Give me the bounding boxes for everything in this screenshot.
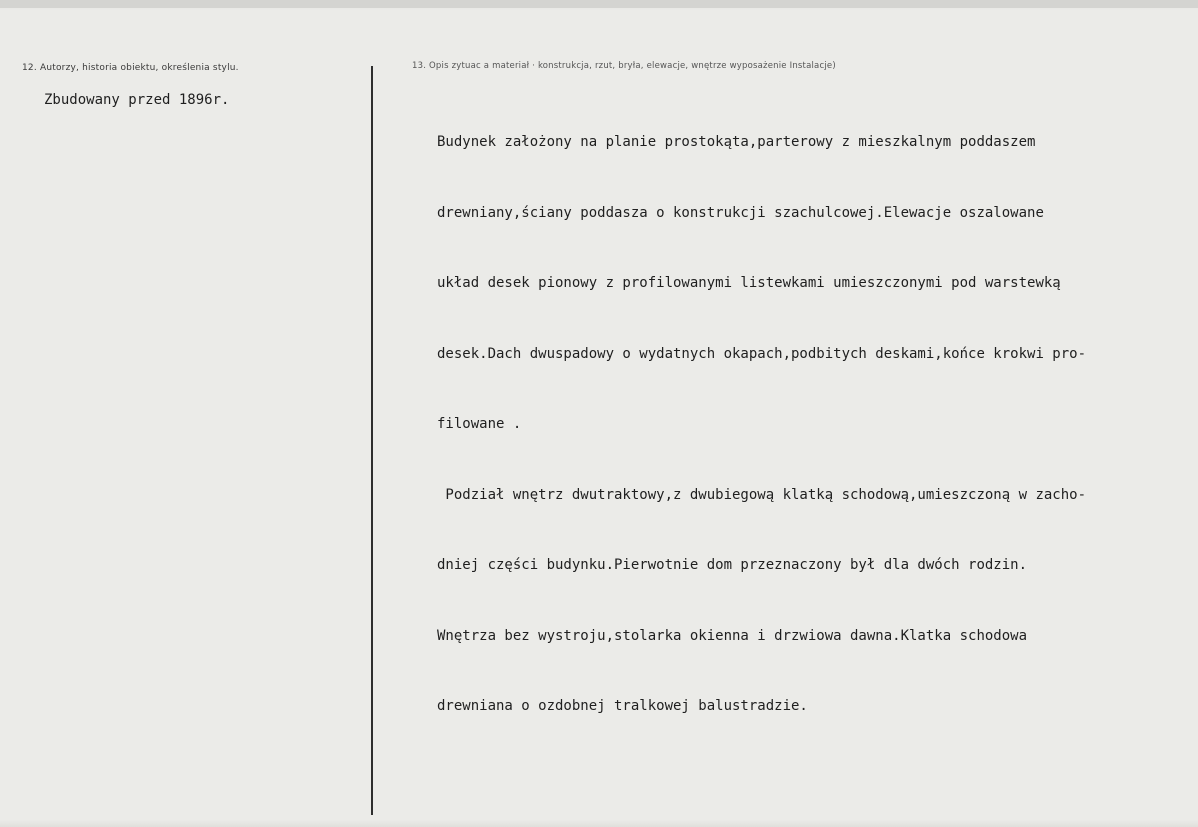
field-12-label: 12. Autorzy, historia obiektu, określenia stylu. [22,63,239,73]
text-line: filowane . [437,416,522,432]
field-13-text [437,84,1086,766]
text-line: drewniany,ściany poddasza o konstrukcji szachulcowej.Elewacje oszalowane [437,204,1044,221]
field-12-text: Zbudowany przed 1896r. [44,92,230,108]
column-divider [371,66,373,815]
text-line: Podział wnętrz dwutraktowy,z dwubiegową klatką schodową,umieszczoną w zacho- [437,486,1087,503]
text-line: Budynek założony na planie prostokąta,parterowy z mieszkalnym poddaszem [437,134,1036,150]
text-line: Wnętrza bez wystroju,stolarka okienna i drzwiowa dawna.Klatka schodowa [437,627,1028,644]
paper-top-edge [0,0,1198,8]
text-line: drewniana o ozdobnej tralkowej balustradzie. [437,698,808,714]
text-line: układ desek pionowy z profilowanymi listewkami umieszczonymi pod warstewką [437,275,1061,291]
text-line: dniej części budynku.Pierwotnie dom przeznaczony był dla dwóch rodzin. [437,557,1028,573]
field-13-label: 13. Opis zytuac a materiał · konstrukcja, rzut, bryła, elewacje, wnętrze wyposażenie Instalacje) [412,61,836,71]
text-line: desek.Dach dwuspadowy o wydatnych okapach,podbitych deskami,końce krokwi pro- [437,345,1087,362]
